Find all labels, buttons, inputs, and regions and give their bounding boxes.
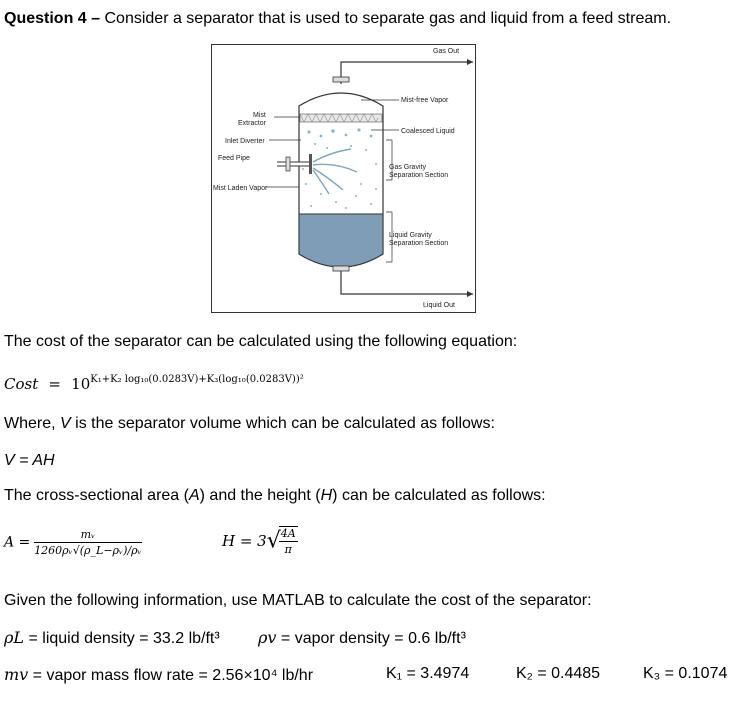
area-intro [4,487,546,505]
question-heading [4,10,671,28]
k3-value: K₃ = 0.1074 [643,665,728,682]
area-intro-p3: ) can be calculated as follows: [332,487,546,504]
height-lhs: H = 3 [222,532,267,550]
area-equation [4,528,142,557]
height-denominator: π [284,543,292,556]
area-intro-a: A [188,487,200,504]
gas-outlet-flange [333,77,349,82]
height-equation: H = 3√ $\frac{4A}{\pi}$ [222,527,296,556]
liquid-gravity-label-2: Separation Section [389,240,449,247]
area-intro-h: H [320,487,333,504]
cost-equals: = [48,375,61,393]
area-numerator: mᵥ [34,528,141,543]
mist-laden-vapor-label: Mist Laden Vapor [213,185,268,192]
area-intro-p2: ) and the height ( [199,487,321,504]
k1-value: K₁ = 3.4974 [386,665,470,682]
area-intro-p1: The cross-sectional area ( [4,487,189,504]
liquid-outlet-flange [333,266,349,271]
separator-diagram [211,44,476,313]
k2-value: K₂ = 0.4485 [516,665,601,682]
cost-equation [4,374,304,393]
area-lhs: A = [4,534,31,551]
where-post: is the separator volume which can be calculated as follows: [70,415,495,432]
where-pre: Where, [4,415,61,432]
liquid-gravity-label-1: Liquid Gravity [389,232,432,239]
rho-v-item [258,628,466,648]
m-v-symbol: mv [4,665,29,684]
mist-extractor-label-2: Extractor [238,120,267,127]
rho-l-symbol: ρL [4,628,25,647]
question-number: Question 4 – [4,10,101,27]
area-denominator: 1260ρᵥ√(ρ_L−ρᵥ)/ρᵥ [34,544,142,557]
where-text [4,415,495,433]
liquid-out-label: Liquid Out [423,302,455,309]
rho-l-text: = liquid density = 33.2 lb/ft³ [24,630,220,647]
coalesced-liquid-label: Coalesced Liquid [401,128,455,135]
question-text: Consider a separator that is used to separate gas and liquid from a feed stream. [104,10,672,27]
inlet-diverter [309,154,312,174]
area-fraction [34,528,141,557]
height-fraction [279,526,298,556]
volume-equation: V = AH [4,452,55,469]
m-v-item [4,665,313,685]
mist-free-vapor-label: Mist-free Vapor [401,97,449,104]
mist-extractor-mesh [300,114,382,122]
gas-out-label: Gas Out [433,48,460,55]
gas-gravity-label-2: Separation Section [389,172,449,179]
m-v-text: = vapor mass flow rate = 2.56×10⁴ lb/hr [28,667,314,684]
cost-exponent: K₁+K₂ log₁₀(0.0283V)+K₃(log₁₀(0.0283V))² [90,374,304,385]
inlet-diverter-label: Inlet Diverter [225,138,265,145]
height-numerator: 4A [280,527,296,540]
liquid-section [299,214,383,267]
mist-extractor-label-1: Mist [253,112,266,119]
given-text: Given the following information, use MATLAB to calculate the cost of the separator: [4,592,592,609]
cost-lhs: Cost [4,375,39,393]
gas-gravity-label-1: Gas Gravity [389,164,426,171]
rho-v-symbol: ρv [258,628,277,647]
cost-intro: The cost of the separator can be calculated using the following equation: [4,333,518,350]
where-var: V [60,415,71,432]
cost-base: 10 [71,375,91,393]
feed-pipe-label: Feed Pipe [218,155,250,162]
rho-l-item [4,628,220,648]
rho-v-text: = vapor density = 0.6 lb/ft³ [276,630,466,647]
